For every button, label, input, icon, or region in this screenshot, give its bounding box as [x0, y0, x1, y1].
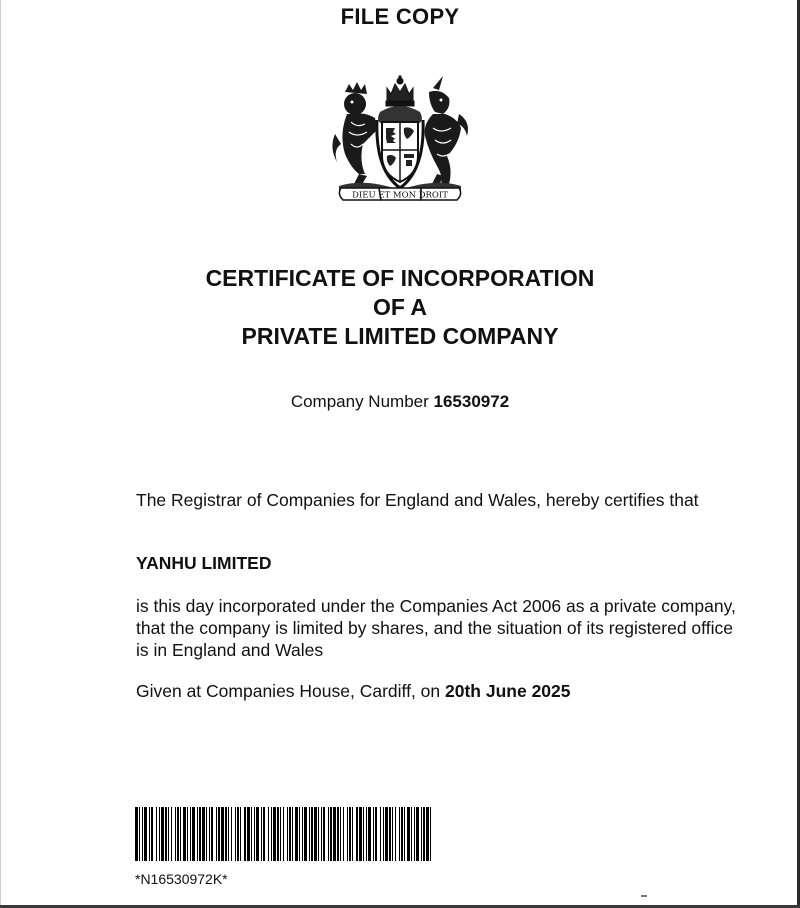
company-number-label: Company Number [290, 392, 429, 411]
incorporation-statement: is this day incorporated under the Companies Act 2006 as a private company, that the company is limited by shares, and the situation of its registered office is in England and Wales [136, 596, 736, 660]
royal-coat-of-arms-icon [325, 74, 475, 202]
given-at-line [136, 680, 736, 702]
barcode-text: *N16530972K* [135, 871, 228, 887]
certificate-title [0, 264, 800, 351]
barcode-icon [135, 807, 433, 861]
page-edge-left [0, 0, 1, 908]
given-at-prefix: Given at Companies House, Cardiff, on [136, 681, 441, 701]
file-copy-heading: FILE COPY [340, 4, 460, 29]
crest-motto-text: DIEU ET MON DROIT [352, 190, 448, 201]
company-number-line [0, 392, 800, 412]
registrar-certifies-text: The Registrar of Companies for England and Wales, hereby certifies that [136, 490, 699, 510]
incorporation-date: 20th June 2025 [445, 681, 571, 701]
scan-speck [641, 895, 647, 897]
title-line-2: OF A [372, 294, 428, 320]
title-line-1: CERTIFICATE OF INCORPORATION [205, 265, 595, 291]
company-name: YANHU LIMITED [136, 553, 272, 573]
title-line-3: PRIVATE LIMITED COMPANY [241, 323, 559, 349]
company-number-value: 16530972 [433, 392, 510, 411]
